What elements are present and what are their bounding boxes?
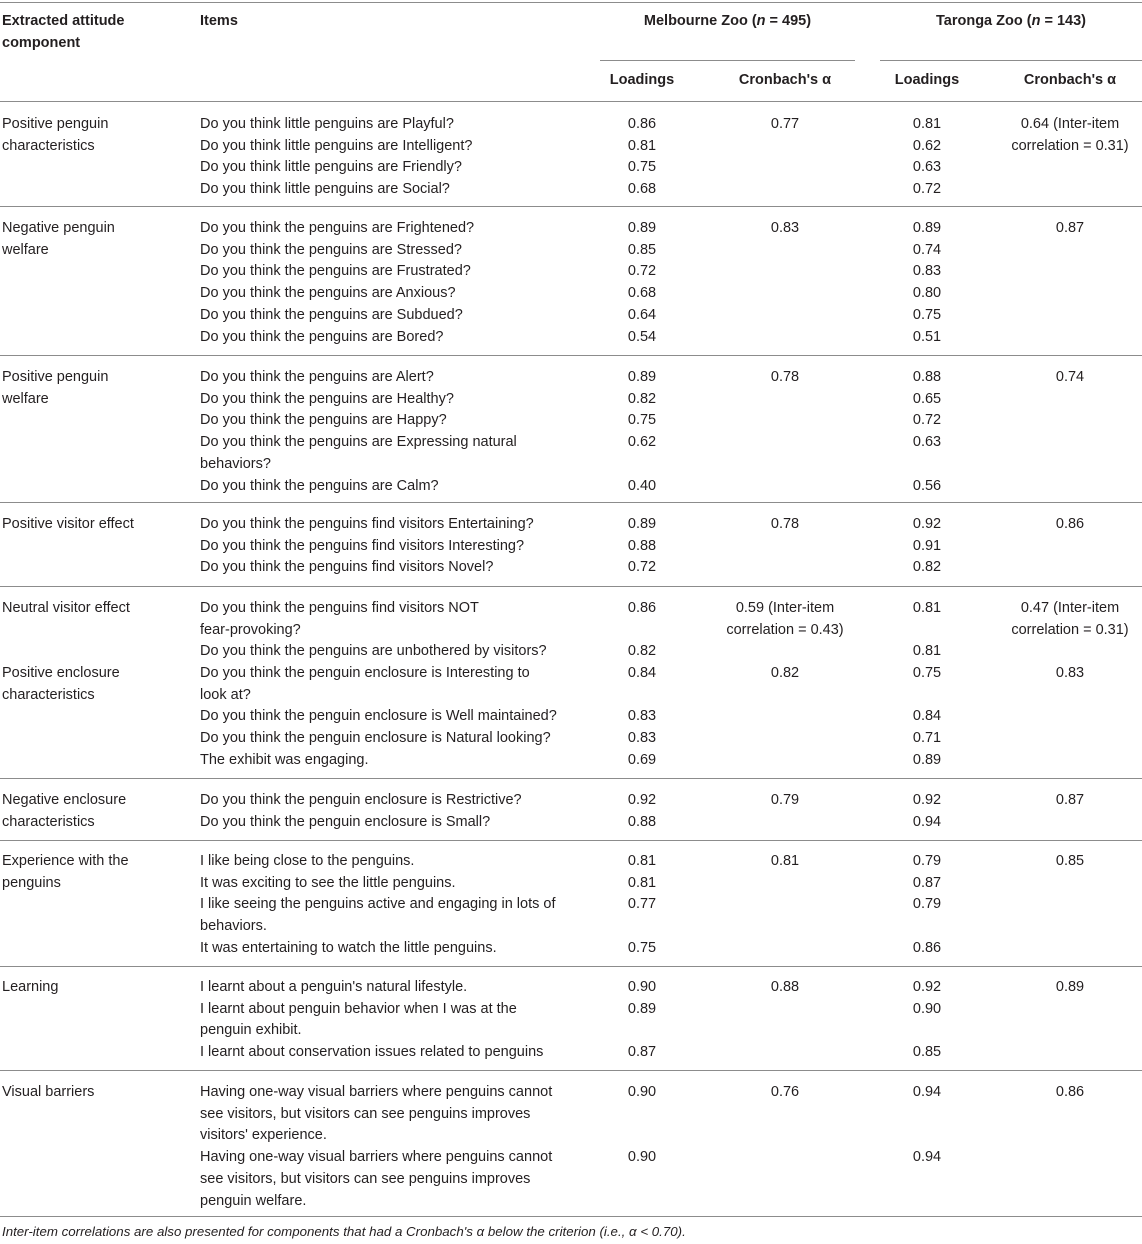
- header-bottom-rule: [0, 101, 1142, 102]
- taronga-loading: 0.63: [912, 159, 942, 176]
- melbourne-loading: 0.75: [627, 159, 657, 176]
- footnote-inequality: α < 0.70: [629, 1224, 678, 1239]
- taronga-loading: 0.71: [912, 730, 942, 747]
- header-taronga-label: Taronga Zoo (: [936, 13, 1032, 29]
- item-text: Do you think the penguins are Bored?: [200, 328, 444, 345]
- footnote-end: ).: [677, 1224, 686, 1239]
- taronga-alpha: 0.74: [1055, 369, 1085, 385]
- item-text: Do you think the penguins are unbothered by visitors?: [200, 643, 547, 660]
- melbourne-alpha: 0.82: [770, 665, 800, 681]
- melbourne-loading: 0.82: [627, 390, 657, 407]
- melbourne-loading: 0.72: [627, 559, 657, 576]
- taronga-loading: 0.72: [912, 412, 942, 429]
- taronga-loading: 0.79: [912, 853, 942, 869]
- taronga-alpha: 0.83: [1055, 665, 1085, 681]
- header-melbourne-label: Melbourne Zoo (: [643, 13, 757, 29]
- taronga-loading: 0.92: [912, 516, 942, 532]
- taronga-loading: 0.94: [912, 1149, 942, 1166]
- melbourne-loading: 0.54: [627, 328, 657, 345]
- melbourne-alpha: 0.83: [770, 220, 800, 236]
- melbourne-loading: 0.89: [627, 220, 657, 236]
- table-bottom-rule: [0, 1216, 1142, 1217]
- item-text: I learnt about conservation issues related to penguins: [200, 1044, 544, 1061]
- taronga-loading: 0.94: [912, 1084, 942, 1100]
- item-text: I learnt about penguin behavior when I was at the penguin exhibit.: [200, 1000, 517, 1039]
- item-text: Do you think the penguins are Frightened?: [200, 220, 475, 236]
- melbourne-loading: 0.87: [627, 1044, 657, 1061]
- melbourne-alpha: 0.79: [770, 792, 800, 808]
- taronga-loading: 0.86: [912, 939, 942, 956]
- group-rule: [0, 355, 1142, 356]
- header-taronga-alpha: Cronbach's α: [1023, 72, 1117, 88]
- item-text: I learnt about a penguin's natural lifestyle.: [200, 979, 468, 995]
- taronga-alpha: 0.87: [1055, 792, 1085, 808]
- melbourne-loading: 0.81: [627, 874, 657, 891]
- taronga-loading: 0.87: [912, 874, 942, 891]
- group-rule: [0, 840, 1142, 841]
- melbourne-loading: 0.84: [627, 665, 657, 681]
- melbourne-loading: 0.90: [627, 979, 657, 995]
- melbourne-loading: 0.83: [627, 730, 657, 747]
- melbourne-loading: 0.82: [627, 643, 657, 660]
- taronga-alpha: 0.86: [1055, 516, 1085, 532]
- taronga-loading: 0.80: [912, 285, 942, 302]
- component-label: Positive enclosure characteristics: [2, 665, 120, 703]
- item-text: The exhibit was engaging.: [200, 751, 369, 768]
- taronga-loading: 0.89: [912, 751, 942, 768]
- item-text: Do you think the penguins are Subdued?: [200, 306, 463, 323]
- melbourne-loading: 0.77: [627, 896, 657, 913]
- melbourne-alpha: 0.78: [770, 369, 800, 385]
- taronga-loading: 0.88: [912, 369, 942, 385]
- header-melbourne-n-symbol: n: [756, 13, 766, 29]
- taronga-loading: 0.91: [912, 537, 942, 554]
- taronga-loading: 0.51: [912, 328, 942, 345]
- taronga-loading: 0.81: [912, 600, 942, 616]
- taronga-alpha: 0.87: [1055, 220, 1085, 236]
- item-text: Do you think the penguin enclosure is Interesting to look at?: [200, 665, 530, 703]
- taronga-loading: 0.92: [912, 792, 942, 808]
- item-text: Do you think the penguin enclosure is Well maintained?: [200, 708, 557, 725]
- item-text: Do you think the penguins are Alert?: [200, 369, 434, 385]
- taronga-loading: 0.84: [912, 708, 942, 725]
- taronga-loading: 0.63: [912, 434, 942, 451]
- component-label: Negative enclosure characteristics: [2, 792, 127, 830]
- group-rule: [0, 966, 1142, 967]
- melbourne-loading: 0.89: [627, 516, 657, 532]
- item-text: Do you think little penguins are Friendly?: [200, 159, 462, 176]
- component-label: Learning: [2, 979, 59, 995]
- taronga-loading: 0.56: [912, 477, 942, 494]
- melbourne-loading: 0.75: [627, 939, 657, 956]
- melbourne-alpha: 0.88: [770, 979, 800, 995]
- melbourne-loading: 0.81: [627, 853, 657, 869]
- group-rule: [0, 206, 1142, 207]
- melbourne-alpha: 0.78: [770, 516, 800, 532]
- header-melbourne-n: = 495): [765, 13, 812, 29]
- melbourne-loading: 0.86: [627, 600, 657, 616]
- melbourne-loading: 0.92: [627, 792, 657, 808]
- footnote-alpha: α: [476, 1224, 485, 1239]
- melbourne-loading: 0.90: [627, 1084, 657, 1100]
- footnote-text: Inter-item correlations are also presented for components that had a Cronbach's: [2, 1224, 477, 1239]
- melbourne-loading: 0.68: [627, 285, 657, 302]
- header-taronga-n-symbol: n: [1031, 13, 1041, 29]
- taronga-loading: 0.75: [912, 665, 942, 681]
- component-label: Positive penguin characteristics: [2, 116, 109, 154]
- taronga-loading: 0.81: [912, 116, 942, 132]
- item-text: Do you think the penguins are Stressed?: [200, 241, 462, 258]
- taronga-loading: 0.89: [912, 220, 942, 236]
- header-items: Items: [200, 13, 238, 29]
- taronga-loading: 0.72: [912, 181, 942, 198]
- component-label: Positive visitor effect: [2, 516, 134, 532]
- taronga-alpha: 0.89: [1055, 979, 1085, 995]
- item-text: Do you think the penguins are Expressing natural behaviors?: [200, 434, 517, 472]
- group-rule: [0, 586, 1142, 587]
- header-taronga: [880, 11, 1142, 33]
- melbourne-loading: 0.69: [627, 751, 657, 768]
- taronga-alpha: 0.85: [1055, 853, 1085, 869]
- item-text: Do you think the penguins find visitors Novel?: [200, 559, 494, 576]
- melbourne-span-rule: [600, 60, 855, 61]
- melbourne-loading: 0.90: [627, 1149, 657, 1166]
- table-footnote: [2, 1224, 686, 1239]
- header-taronga-loadings: Loadings: [894, 72, 960, 88]
- melbourne-alpha: 0.59 (Inter-item correlation = 0.43): [726, 600, 844, 638]
- component-label: Negative penguin welfare: [2, 220, 115, 258]
- taronga-loading: 0.65: [912, 390, 942, 407]
- component-label: Visual barriers: [2, 1084, 95, 1100]
- taronga-alpha: 0.64 (Inter-item correlation = 0.31): [1011, 116, 1129, 154]
- melbourne-loading: 0.72: [627, 263, 657, 280]
- taronga-loading: 0.90: [912, 1000, 942, 1017]
- melbourne-loading: 0.40: [627, 477, 657, 494]
- header-melbourne-alpha: Cronbach's α: [738, 72, 832, 88]
- item-text: Do you think the penguin enclosure is Restrictive?: [200, 792, 522, 808]
- melbourne-loading: 0.89: [627, 1000, 657, 1017]
- melbourne-loading: 0.86: [627, 116, 657, 132]
- melbourne-alpha: 0.81: [770, 853, 800, 869]
- item-text: I like seeing the penguins active and engaging in lots of behaviors.: [200, 896, 556, 935]
- taronga-loading: 0.62: [912, 137, 942, 154]
- item-text: Do you think the penguins are Frustrated?: [200, 263, 471, 280]
- melbourne-loading: 0.64: [627, 306, 657, 323]
- component-label: Positive penguin welfare: [2, 369, 109, 407]
- item-text: Do you think the penguins find visitors Entertaining?: [200, 516, 534, 532]
- header-component: Extracted attitude component: [2, 13, 125, 51]
- item-text: I like being close to the penguins.: [200, 853, 415, 869]
- melbourne-loading: 0.75: [627, 412, 657, 429]
- taronga-span-rule: [880, 60, 1142, 61]
- item-text: Do you think the penguin enclosure is Natural looking?: [200, 730, 551, 747]
- melbourne-loading: 0.62: [627, 434, 657, 451]
- table-top-rule: [0, 2, 1142, 3]
- taronga-loading: 0.74: [912, 241, 942, 258]
- melbourne-loading: 0.89: [627, 369, 657, 385]
- item-text: Do you think the penguins find visitors Interesting?: [200, 537, 525, 554]
- item-text: Having one-way visual barriers where penguins cannot see visitors, but visitors can see penguins improves visitors' experience.: [200, 1084, 553, 1144]
- taronga-loading: 0.85: [912, 1044, 942, 1061]
- melbourne-loading: 0.85: [627, 241, 657, 258]
- item-text: Do you think the penguins are Calm?: [200, 477, 439, 494]
- melbourne-alpha: 0.77: [770, 116, 800, 132]
- taronga-loading: 0.81: [912, 643, 942, 660]
- item-text: It was exciting to see the little penguins.: [200, 874, 456, 891]
- taronga-loading: 0.83: [912, 263, 942, 280]
- component-label: Experience with the penguins: [2, 853, 129, 891]
- item-text: Do you think the penguins are Happy?: [200, 412, 447, 429]
- melbourne-loading: 0.88: [627, 813, 657, 830]
- group-rule: [0, 1070, 1142, 1071]
- taronga-loading: 0.94: [912, 813, 942, 830]
- item-text: Do you think the penguin enclosure is Small?: [200, 813, 491, 830]
- taronga-loading: 0.75: [912, 306, 942, 323]
- footnote-text-2: below the criterion (i.e.,: [484, 1224, 630, 1239]
- melbourne-loading: 0.88: [627, 537, 657, 554]
- melbourne-loading: 0.68: [627, 181, 657, 198]
- item-text: Do you think the penguins are Anxious?: [200, 285, 456, 302]
- header-melbourne-loadings: Loadings: [609, 72, 675, 88]
- melbourne-loading: 0.83: [627, 708, 657, 725]
- melbourne-loading: 0.81: [627, 137, 657, 154]
- taronga-alpha: 0.86: [1055, 1084, 1085, 1100]
- melbourne-alpha: 0.76: [770, 1084, 800, 1100]
- header-melbourne: [600, 11, 855, 33]
- taronga-loading: 0.92: [912, 979, 942, 995]
- group-rule: [0, 502, 1142, 503]
- item-text: Do you think little penguins are Intelligent?: [200, 137, 473, 154]
- item-text: Do you think the penguins find visitors NOT fear-provoking?: [200, 600, 479, 638]
- taronga-loading: 0.82: [912, 559, 942, 576]
- header-taronga-n: = 143): [1040, 13, 1086, 29]
- item-text: It was entertaining to watch the little penguins.: [200, 939, 497, 956]
- component-label: Neutral visitor effect: [2, 600, 130, 616]
- item-text: Do you think little penguins are Playful?: [200, 116, 454, 132]
- item-text: Do you think the penguins are Healthy?: [200, 390, 454, 407]
- group-rule: [0, 778, 1142, 779]
- taronga-loading: 0.79: [912, 896, 942, 913]
- item-text: Having one-way visual barriers where penguins cannot see visitors, but visitors can see penguins improves penguin welfare.: [200, 1149, 553, 1209]
- taronga-alpha: 0.47 (Inter-item correlation = 0.31): [1011, 600, 1129, 638]
- item-text: Do you think little penguins are Social?: [200, 181, 450, 198]
